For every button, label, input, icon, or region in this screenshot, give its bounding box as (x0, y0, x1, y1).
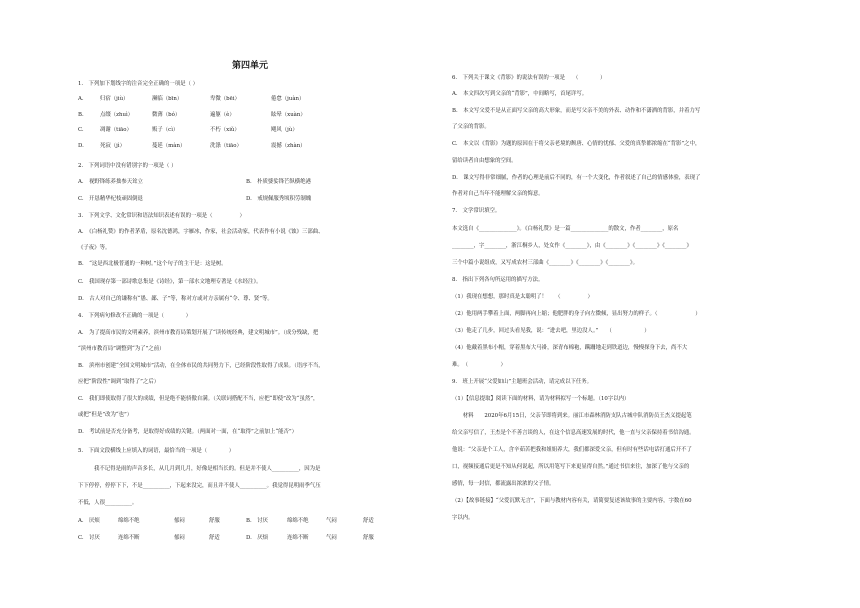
page-title: 第四单元 (232, 61, 269, 71)
q6-option-c: C. 本文以《背影》为题的原因在于将父亲老境的颓唐、心情的忧郁、父爱的真挚都浓缩在“背影”之中， (452, 141, 701, 147)
q4-option-b: B. 滨州市创建“全国文明城市”活动，在全体市民的共同努力下，已经阶段性取得了成果。（语序不当， (78, 363, 324, 369)
q4-option-a-cont: “滨州市教育局”调整到“为了”之前） (78, 346, 165, 352)
q2-stem: 2. 下列词语中没有错别字的一项是（ ） (78, 163, 177, 169)
q3-stem: 3. 下列文学、文化常识和语法知识表述有误的一项是（ ） (78, 213, 245, 219)
q1-stem: 1. 下列加下划线字的注音完全正确的一项是（ ） (78, 81, 199, 87)
q8-sentence-3: （3）他走了几步，回过头看见我，说：“进去吧，里边没人。” （ ） (452, 328, 650, 334)
q9-material-line1: 材料 2020年6月15日，父亲节即将到来。丽江市森林消防支队古城中队消防员王杰义提起笔 (452, 413, 692, 419)
q3-option-b: B. “这是西北极普通的一种树。”这个句子的主干是：这是树。 (78, 261, 227, 267)
exam-page: 第四单元 1. 下列加下划线字的注音完全正确的一项是（ ） A. 归宿（jiù） 濒临（bīn） 卑微（bēi） 倦怠（juàn） B. 点缀（zhuì） 微薄（bó） 遍躯（è） 眩晕（xuàn） C. 凋谢（tiāo） 贩子（cì） 不朽（xiǔ） 飓风（jù） D. 死寂（jì） 蔓延（màn） 洗涤（tiāo） 震撼（zhàn） 2. 下列词语中没有错别字的一项是（ ） A. 视野锋练养拙参天耸立 B. 朴质婆娑锋芒纵横绝港 C. 开恳精华杞枝顽固倒退 D. 戒规佩服秀顷积劳制魄 3. 下列文学、文化常识和语法知识表述有误的一项是（ ） A. 《白杨礼赞》的作者茅盾，原名沈德鸿，字雁冰，作家，社会活动家，代表作有小说《蚀》三部曲、 《子夜》等。 B. “这是西北极普通的一种树。”这个句子的主干是：这是树。 C. 我国现存第一部诗歌总集是《诗经》，第一部水文地理专著是《水经注》。 D. 古人对自己的谦称有“愚、鄙、子”等，称对方或对方亲属有“令、尊、贤”等。 4. 下列病句修改不正确的一项是（ ） A. 为了提高市民的文明素养，滨州市教育局策划开展了“读传统经典，建文明城市”。（成分残缺，把 “滨州市教育局”调整到“为了”之前） B. 滨州市创建“全国文明城市”活动，在全体市民的共同努力下，已经阶段性取得了成果。（语序不当， 应把“阶段性”调到“取得了”之后） C. 我们即使取得了很大的成绩，但是绝不能骄傲自满。（关联词搭配不当，应把“即使”改为“虽然”， 或把“但是”改为“也”） D. 考试前是否充分备考，是取得好成绩的关键。（两面对一面，在“取得”之前加上“能否”） 5. 下面文段横线上应填入的词语，最恰当的一项是（ ） 我不记得是雨的声音多长，从几月到几月，好像是相当长的。但是并不使人__________，因为是 下下停停，停停下下，不是__________，下起来没完，而且并不使人__________。我觉得昆明雨季气压 不低，人很__________。 A. 厌烦 绵绵不绝 郁闷 舒服 B. 讨厌 绵绵不绝 气闷 舒适 C. 讨厌 连绵不断 郁闷 舒适 D. 厌烦 连绵不断 气闷 舒服 6. 下列关于课文《背影》的说法有误的一项是 （ ） A. 本文四次写到父亲的“背影”，中间略写，首尾详写。 B. 本文写父爱不是从正面写父亲的高大形象，而是写父亲不美的外表、动作和不潇洒的背影，并着力写 了父亲的背影。 C. 本文以《背影》为题的原因在于将父亲老境的颓唐、心情的忧郁、父爱的真挚都浓缩在“背影”之中， 留给读者自由想象的空间。 D. 课文写得非常细腻，作者的心理是前后不同的，有一个大变化，作者叙述了自己的情感体验，表现了 作者对自己当年不能理解父亲的悔意。 7. 文学常识填空。 本文选自《______________》。《白杨礼赞》是一篇______________的散文，作者________，原名 ________，字________，浙江桐乡人，处女作《________》，由《________》《________》《________》 三个中篇小说组成，又写成农村三部曲《________》《________》《________》。 8. 指出下列各句所运用的描写方法。 （1）我现在想想，那时真是太聪明了！ （ ） （2）他用两手攀着上面，两脚再向上缩；他肥胖的身子向左微倾，显出努力的样子。（ ） （3）他走了几步，回过头看见我，说：“进去吧，里边没人。” （ ） （4）他戴着黑布小帽，穿着黑布大马褂，深青布棉袍，蹒跚地走到铁道边，慢慢探身下去，尚不大 难。 （ ） 9. 班上开展“父爱如山”主题班会活动，请完成以下任务。 （1）【信息提取】阅读下面的材料，请为材料拟写一个标题。（10字以内） 材料 2020年6月15日，父亲节即将到来。丽江市森林消防支队古城中队消防员王杰义提起笔 给父亲写信了，王杰是个不善言谈的人，在这个信息高速发展的时代，他一直与父亲保持着书信沟通。 他说：“父亲是个工人，含辛茹苦把我和姐姐养大，我们都深爱父亲，但有时有些话电话打通后开不了 口，视频接通后更是不知从何说起，所以用笔写下来更显得自然。”通过书信来往，加深了他与父亲的 感情，每一封信，都流露出浓浓的父子情。 （2）【故事链接】“父爱沉默无言”，下面与教材内容有关，请简要复述该故事的主要内容，字数在60 字以内。 (0, 0, 860, 608)
q8-stem: 8. 指出下列各句所运用的描写方法。 (452, 277, 544, 283)
q8-sentence-1: （1）我现在想想，那时真是太聪明了！ （ ） (452, 294, 593, 300)
q4-option-b-cont: 应把“阶段性”调到“取得了”之后） (78, 379, 160, 385)
q7-blank-line2: ________，字________，浙江桐乡人，处女作《________》，由《________》《________》《________》 (452, 243, 692, 249)
q7-stem: 7. 文学常识填空。 (452, 208, 501, 214)
q6-option-c-cont: 留给读者自由想象的空间。 (452, 158, 517, 164)
q6-option-b-cont: 了父亲的背影。 (452, 124, 490, 130)
q5-stem: 5. 下面文段横线上应填入的词语，最恰当的一项是（ ） (78, 448, 235, 454)
q9-material-line5: 感情，每一封信，都流露出浓浓的父子情。 (452, 481, 555, 487)
q9-material-line2: 给父亲写信了，王杰是个不善言谈的人，在这个信息高速发展的时代，他一直与父亲保持着书信沟通。 (452, 430, 695, 436)
q3-option-a: A. 《白杨礼赞》的作者茅盾，原名沈德鸿，字雁冰，作家，社会活动家，代表作有小说《蚀》三部曲、 (78, 229, 324, 235)
q5-passage-line3: 不低，人很__________。 (78, 500, 138, 506)
q9-material-line4: 口，视频接通后更是不知从何说起，所以用笔写下来更显得自然。”通过书信来往，加深了他与父亲的 (452, 464, 690, 470)
q4-stem: 4. 下列病句修改不正确的一项是（ ） (78, 313, 191, 319)
q8-sentence-4: （4）他戴着黑布小帽，穿着黑布大马褂，深青布棉袍，蹒跚地走到铁道边，慢慢探身下去，尚不大 (452, 345, 688, 351)
q9-stem: 9. 班上开展“父爱如山”主题班会活动，请完成以下任务。 (452, 379, 593, 385)
q9-task-2: （2）【故事链接】“父爱沉默无言”，下面与教材内容有关，请简要复述该故事的主要内容，字数在60 (452, 498, 692, 504)
q3-option-c: C. 我国现存第一部诗歌总集是《诗经》，第一部水文地理专著是《水经注》。 (78, 279, 262, 285)
q7-blank-line3: 三个中篇小说组成，又写成农村三部曲《________》《________》《________》。 (452, 260, 638, 266)
q3-option-d: D. 古人对自己的谦称有“愚、鄙、子”等，称对方或对方亲属有“令、尊、贤”等。 (78, 296, 273, 302)
q6-option-d: D. 课文写得非常细腻，作者的心理是前后不同的，有一个大变化，作者叙述了自己的情感体验，表现了 (452, 175, 701, 181)
q6-option-a: A. 本文四次写到父亲的“背影”，中间略写，首尾详写。 (452, 91, 588, 97)
q9-material-line3: 他说：“父亲是个工人，含辛茹苦把我和姐姐养大，我们都深爱父亲，但有时有些话电话打通后开不了 (452, 447, 692, 453)
q4-option-d: D. 考试前是否充分备考，是取得好成绩的关键。（两面对一面，在“取得”之前加上“能否”） (78, 429, 298, 435)
q8-sentence-4-cont: 难。 （ ） (452, 362, 506, 368)
q4-option-a: A. 为了提高市民的文明素养，滨州市教育局策划开展了“读传统经典，建文明城市”。（成分残缺，把 (78, 330, 319, 336)
q5-passage-line2: 下下停停，停停下下，不是__________，下起来没完，而且并不使人__________。我觉得昆明雨季气压 (78, 483, 321, 489)
q7-blank-line1: 本文选自《______________》。《白杨礼赞》是一篇______________的散文，作者________，原名 (452, 226, 679, 232)
q3-option-a-cont: 《子夜》等。 (78, 245, 111, 251)
q4-option-c-cont: 或把“但是”改为“也”） (78, 412, 133, 418)
q6-stem: 6. 下列关于课文《背影》的说法有误的一项是 （ ） (452, 75, 606, 81)
q4-option-c: C. 我们即使取得了很大的成绩，但是绝不能骄傲自满。（关联词搭配不当，应把“即使”改为“虽然”， (78, 396, 319, 402)
q5-passage-line1: 我不记得是雨的声音多长，从几月到几月，好像是相当长的。但是并不使人__________，因为是 (94, 466, 321, 472)
q9-task-1: （1）【信息提取】阅读下面的材料，请为材料拟写一个标题。（10字以内） (452, 396, 630, 402)
q9-task-2-cont: 字以内。 (452, 515, 474, 521)
q6-option-d-cont: 作者对自己当年不能理解父亲的悔意。 (452, 191, 544, 197)
q6-option-b: B. 本文写父爱不是从正面写父亲的高大形象，而是写父亲不美的外表、动作和不潇洒的背影，并着力写 (452, 108, 701, 114)
q8-sentence-2: （2）他用两手攀着上面，两脚再向上缩；他肥胖的身子向左微倾，显出努力的样子。（ ） (452, 311, 701, 317)
